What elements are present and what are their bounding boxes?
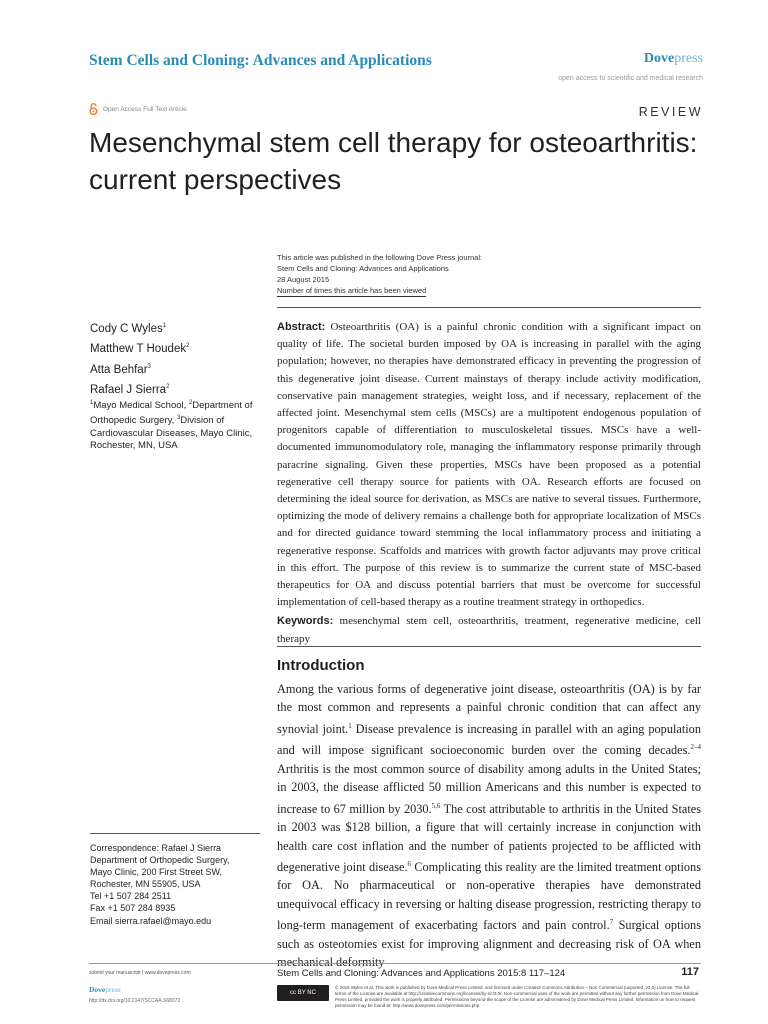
article-title-line2: current perspectives	[89, 164, 342, 195]
author-item	[90, 338, 189, 358]
publisher-tagline: open access to scientific and medical research	[558, 75, 703, 82]
author-name: Rafael J Sierra	[90, 383, 167, 396]
correspondence-divider	[90, 833, 260, 834]
abstract-body	[277, 319, 701, 611]
intro-text: Complicating this reality are the limited treatment options for OA. No pharmaceutical or non-operative therapies have demonstrated unequivocal efficacy in reversing or halting disease progression, restricting therapy to long-term management of exacerbating factors and pain control.	[277, 860, 701, 933]
creative-commons-icon[interactable]: cc BY NC	[277, 985, 329, 1001]
citation-ref: 6	[407, 859, 412, 868]
introduction-heading: Introduction	[277, 657, 365, 674]
author-name: Cody C Wyles	[90, 322, 163, 335]
author-affil-sup: 2	[166, 383, 170, 390]
keywords-text: mesenchymal stem cell, osteoarthritis, treatment, regenerative medicine, cell therapy	[277, 615, 701, 645]
open-access-icon	[89, 103, 98, 115]
doi-link[interactable]: http://dx.doi.org/10.2147/SCCAA.S68073	[89, 998, 181, 1004]
abstract-divider	[277, 646, 701, 647]
correspondence-line: Tel +1 507 284 2511	[90, 891, 172, 902]
header-divider	[277, 307, 701, 308]
footer-publisher-logo	[89, 985, 121, 994]
article-views-link[interactable]: Number of times this article has been viewed	[277, 286, 427, 295]
abstract	[277, 319, 701, 648]
publication-info	[277, 252, 482, 297]
affiliations	[90, 397, 260, 452]
article-type: REVIEW	[638, 105, 703, 119]
license-text: © 2015 Wyles et al. This work is published by Dove Medical Press Limited, and licensed under Creative Commons Attribution – Non Commercial (unported, v3.0) License. The full terms of the License are available at http://creativecommons.org/licenses/by-nc/3.0/. Non-commercial uses of the work are permitted without any further permission from Dove Medical Press Limited, provided the work is properly attributed. Permissions beyond the scope of the License are administered by Dove Medical Press Limited. Information on how to request permission may be found at: http://www.dovepress.com/permissions.php	[335, 985, 699, 1008]
intro-text: Surgical options such as osteotomies exist for improving alignment and decreasing risk of OA when mechanical deformity	[277, 918, 701, 970]
open-access-label: Open Access Full Text Article	[103, 105, 187, 113]
introduction-body	[277, 680, 701, 972]
pubinfo-line1: This article was published in the following Dove Press journal:	[277, 253, 483, 262]
correspondence-email[interactable]: Email sierra.rafael@mayo.edu	[90, 915, 212, 926]
page-number: 117	[681, 966, 699, 978]
abstract-text: Osteoarthritis (OA) is a painful chronic condition with a significant impact on quality of life. The societal burden imposed by OA is increasing in parallel with the aging population; however, no therapies have demonstrated efficacy in preventing the progression of this degenerative joint disease. Current mainstays of therapy include activity modification, conservative pain management strategies, weight loss, and if necessary, replacement of the affected joint. Mesenchymal stem cells (MSCs) are a multipotent endogenous population of progenitors capable of differentiation to musculoskeletal tissues. MSCs have a well-documented immunomodulatory role, managing the inflammatory response primarily through paracrine signaling. Given these properties, MSCs have been proposed as a potential regenerative cell therapy source for patients with OA. Research efforts are focused on determining the ideal source for derivation, as MSCs are native to several tissues. Furthermore, optimizing the mode of delivery remains a challenge both for appropriate localization of MSCs and for directed guidance toward stemming the local inflammatory process and initiating a regenerative response. Scaffolds and matrices with growth factor adjuvants may prove critical in this effort. The purpose of this review is to summarize the current state of MSC-based therapeutics for OA and discuss potential barriers that must be overcome for successful implementation of cell-based therapy as a routine treatment strategy in orthopedics.	[277, 321, 701, 609]
intro-text: Disease prevalence is increasing in parallel with an aging population and will impose significant socioeconomic burden over the coming decades.	[277, 721, 701, 758]
correspondence	[90, 842, 265, 927]
correspondence-line: Mayo Clinic, 200 First Street SW,	[90, 867, 223, 878]
citation-ref: 1	[348, 721, 352, 730]
author-name: Atta Behfar	[90, 363, 148, 376]
affil-sup: 1	[90, 400, 94, 406]
author-list	[90, 318, 189, 399]
open-access-row	[89, 103, 187, 115]
author-affil-sup: 3	[147, 363, 151, 370]
affil-sup: 2	[188, 400, 193, 406]
footer-logo-part1: Dove	[89, 985, 106, 994]
correspondence-line: Fax +1 507 284 8935	[90, 903, 176, 914]
pubinfo-date: 28 August 2015	[277, 275, 330, 284]
publisher-logo-part2: press	[674, 51, 703, 66]
article-title-line1: Mesenchymal stem cell therapy for osteoarthritis:	[89, 127, 698, 158]
author-affil-sup: 2	[186, 343, 190, 350]
publisher-logo-part1: Dove	[643, 51, 675, 66]
publisher-logo	[644, 51, 703, 67]
affil-text: Division of Cardiovascular Diseases, Mayo Clinic, Rochester, MN, USA	[90, 415, 253, 451]
author-affil-sup: 1	[162, 323, 167, 329]
journal-name: Stem Cells and Cloning: Advances and Applications	[89, 52, 432, 69]
citation-ref: 2–4	[690, 743, 701, 752]
footer-logo-part2: press	[105, 985, 121, 994]
footer-citation: Stem Cells and Cloning: Advances and Applications 2015:8 117–124	[277, 968, 566, 979]
affil-text: Mayo Medical School,	[93, 400, 189, 412]
intro-text: Among the various forms of degenerative joint disease, osteoarthritis (OA) is by far the most common and represents a painful chronic condition that can affect any synovial joint.	[277, 682, 701, 736]
article-title	[89, 124, 709, 198]
author-item	[90, 318, 189, 338]
license-block	[277, 985, 701, 1009]
author-name: Matthew T Houdek	[90, 343, 187, 356]
correspondence-line: Department of Orthopedic Surgery,	[90, 855, 230, 866]
intro-text: The cost attributable to arthritis in the United States in 2003 was $128 billion, a figure that will certainly increase in conjunction with health care cost inflation and the number of patients projected to be afflicted with degenerative joint disease.	[277, 801, 701, 875]
citation-ref: 7	[609, 918, 614, 927]
intro-text: Arthritis is the most common source of disability among adults in the United States; in 2003, the disease afflicted 50 million Americans and this number is expected to increase to 67 million by 2030.	[277, 761, 701, 816]
keywords-label: Keywords:	[277, 615, 334, 628]
affil-text: Department of Orthopedic Surgery,	[90, 400, 253, 427]
author-item	[90, 359, 189, 379]
submit-manuscript-link[interactable]: submit your manuscript | www.dovepress.com	[89, 970, 191, 976]
affil-sup: 3	[176, 415, 181, 422]
citation-ref: 5,6	[431, 801, 441, 810]
keywords	[277, 613, 701, 647]
correspondence-line: Rochester, MN 55905, USA	[90, 879, 201, 890]
abstract-label: Abstract:	[277, 321, 326, 333]
correspondence-line: Correspondence: Rafael J Sierra	[90, 843, 222, 853]
pubinfo-journal: Stem Cells and Cloning: Advances and Applications	[277, 264, 449, 273]
footer-divider	[89, 963, 701, 964]
